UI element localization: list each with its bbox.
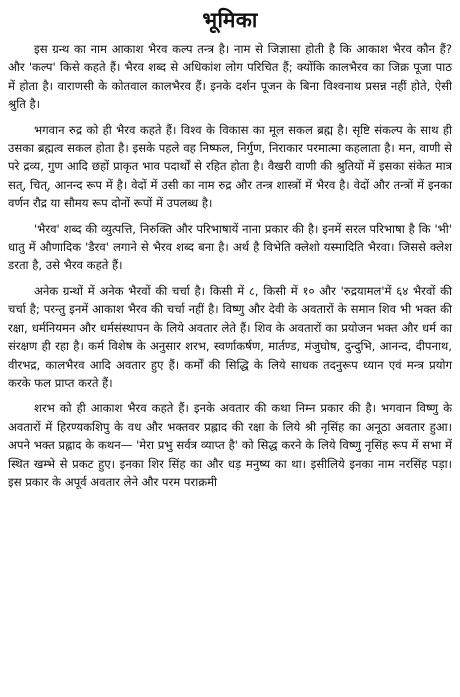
paragraph-2: भगवान रुद्र को ही भैरव कहते हैं। विश्व के विकास का मूल सकल ब्रह्म है। सृष्टि संकल्प के साथ ही उसका ब्रह्मत्व सकल होता है। इसके पहले वह निष्फल, निर्गुण, निराकार परमात्मा कहलाता है। मन, वाणी से परे द्रव्य, गुण आदि छहों प्राकृत भाव पदार्थों से रहित होता है। वैखरी वाणी की श्रुतियों में इसका संकेत मात्र सत्, चित्, आनन्द रूप में है। वेदों में उसी का नाम रुद्र और तन्त्र शास्त्रों में भैरव है। वेदों और तन्त्रों में इनका वर्णन रौद्र या सौमय रूप दोनों रूपों में उपलब्ध है।: [8, 122, 452, 211]
document-body: [8, 40, 452, 491]
paragraph-4: अनेक ग्रन्थों में अनेक भैरवों की चर्चा है। किसी में ८, किसी में १० और 'रुद्रयामल'में ६४ भैरवों की चर्चा है; परन्तु इनमें आकाश भैरव की चर्चा नहीं है। विष्णु और देवी के अवतारों के समान शिव भी भक्त की रक्षा, धर्मनियमन और धर्मसंस्थापन के लिये अवतार लेते हैं। शिव के अवतारों का प्रयोजन भक्त और धर्म का संरक्षण ही रहा है। कर्म विशेष के अनुसार शरभ, स्वर्णाकर्षण, मार्तण्ड, मंजुघोष, दुन्दुभि, आनन्द, दीपनाथ, वीरभद्र, कालभैरव आदि अवतार हुए हैं। कर्मों की सिद्धि के लिये साधक तदनुरूप ध्यान एवं मन्त्र प्रयोग करके फल प्राप्त करते हैं।: [8, 283, 452, 390]
page-title: भूमिका: [202, 8, 258, 32]
paragraph-5: शरभ को ही आकाश भैरव कहते हैं। इनके अवतार की कथा निम्न प्रकार की है। भगवान विष्णु के अवतारों में हिरण्यकशिपु के वध और भक्तवर प्रह्लाद की रक्षा के लिये श्री नृसिंह का अनूठा अवतार हुआ। अपने भक्त प्रह्लाद के कथन— 'मेरा प्रभु सर्वत्र व्याप्त है' को सिद्ध करने के लिये विष्णु नृसिंह रूप में सभा में स्थित खम्भे से प्रकट हुए। इनका शिर सिंह का और धड़ मनुष्य का था। इसीलिये इनका नाम नरसिंह पड़ा। इस प्रकार के अपूर्व अवतार लेने और परम पराक्रमी: [8, 401, 452, 489]
paragraph-1: इस ग्रन्थ का नाम आकाश भैरव कल्प तन्त्र है। नाम से जिज्ञासा होती है कि आकाश भैरव कौन हैं? और 'कल्प' किसे कहते हैं। भैरव शब्द से अधिकांश लोग परिचित हैं; क्योंकि कालभैरव का जिक्र पूजा पाठ में होता है। वाराणसी के कोतवाल कालभैरव हैं। इनके दर्शन पूजन के बिना विश्वनाथ प्रसन्न नहीं होते, ऐसी श्रुति है।: [8, 42, 452, 112]
paragraph-3: 'भैरव' शब्द की व्युत्पत्ति, निरुक्ति और परिभाषायें नाना प्रकार की है। इनमें सरल परिभाषा है कि 'भी' धातु में औणादिक 'डैरव' लगाने से भैरव शब्द बना है। अर्थ है विभेति क्लेशो यस्मादिति भैरवा। जिससे क्लेश डरता है, उसे भैरव कहते हैं।: [8, 221, 452, 273]
